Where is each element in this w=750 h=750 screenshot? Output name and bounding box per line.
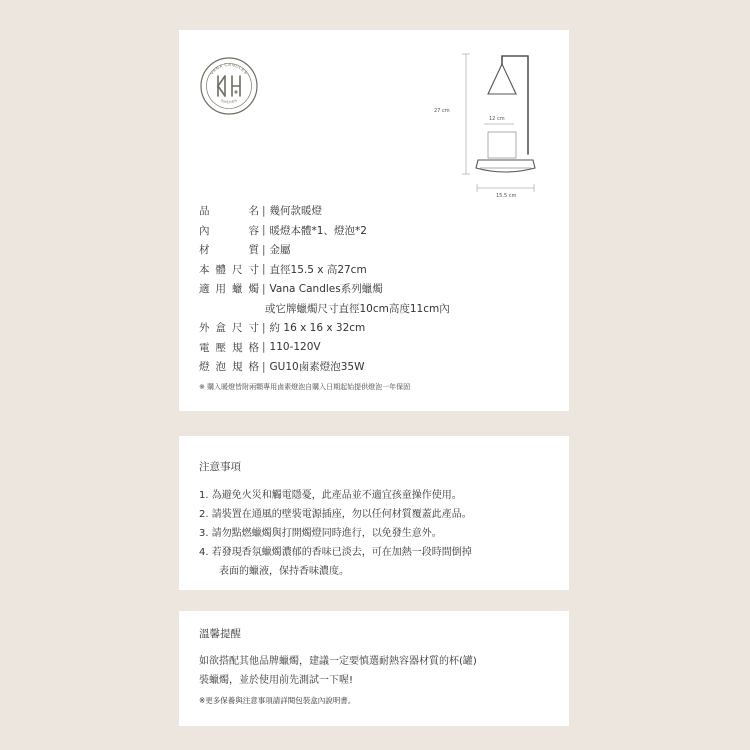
spec-value: 幾何款暖燈 bbox=[269, 205, 323, 218]
spec-label: 燈 泡 規 格 bbox=[199, 361, 259, 374]
height-dimension-label: 27 cm bbox=[434, 108, 450, 114]
tips-title: 溫馨提醒 bbox=[199, 628, 241, 640]
spec-row-material bbox=[199, 240, 559, 260]
spec-value: 暖燈本體*1、燈泡*2 bbox=[269, 224, 367, 237]
spec-separator: | bbox=[262, 263, 266, 276]
tips-note: ※更多保養與注意事項請詳閱包裝盒內說明書。 bbox=[199, 696, 356, 705]
spec-label: 本 體 尺 寸 bbox=[199, 263, 259, 276]
base-dimension-label: 15.5 cm bbox=[496, 193, 517, 199]
spec-separator: | bbox=[262, 224, 266, 237]
notice-title: 注意事項 bbox=[199, 461, 241, 473]
spec-value: Vana Candles系列蠟燭 bbox=[269, 283, 383, 296]
spec-value: 金屬 bbox=[269, 244, 291, 257]
notice-card bbox=[179, 436, 569, 590]
list-item-continuation: 表面的蠟液，保持香味濃度。 bbox=[219, 566, 349, 577]
brand-logo-icon bbox=[199, 56, 259, 116]
list-item: 3. 請勿點燃蠟燭與打開燭燈同時進行，以免發生意外。 bbox=[199, 528, 442, 539]
spec-note: ※ 購入暖燈皆附兩顆專用鹵素燈泡自購入日期起始提供燈泡一年保固 bbox=[199, 382, 411, 391]
spec-card bbox=[179, 30, 569, 411]
spec-separator: | bbox=[262, 204, 266, 217]
spec-row-bulb bbox=[199, 357, 559, 377]
spec-separator: | bbox=[262, 282, 266, 295]
tips-card bbox=[179, 611, 569, 726]
tips-line: 裝蠟燭，並於使用前先測試一下喔! bbox=[199, 675, 354, 686]
lamp-diagram bbox=[434, 50, 564, 202]
spec-row-voltage bbox=[199, 338, 559, 358]
spec-separator: | bbox=[262, 341, 266, 354]
spec-value: 直徑15.5 x 高27cm bbox=[269, 263, 367, 276]
svg-text:VANA CANDLES: VANA CANDLES bbox=[209, 61, 249, 76]
brand-logo bbox=[199, 56, 259, 116]
spec-label: 電 壓 規 格 bbox=[199, 341, 259, 354]
spec-row-candle-continuation bbox=[199, 299, 559, 319]
list-item: 4. 若發現香氛蠟燭濃郁的香味已淡去，可在加熱一段時間倒掉 bbox=[199, 547, 472, 558]
spec-value: GU10鹵素燈泡35W bbox=[269, 361, 365, 374]
svg-text:SWEDEN: SWEDEN bbox=[219, 98, 239, 105]
spec-list bbox=[199, 201, 559, 394]
spec-row-candle bbox=[199, 279, 559, 299]
spec-label: 材 質 bbox=[199, 244, 259, 257]
spec-separator: | bbox=[262, 243, 266, 256]
spec-row-contents bbox=[199, 221, 559, 241]
spec-row-name bbox=[199, 201, 559, 221]
spec-value: 約 16 x 16 x 32cm bbox=[269, 322, 366, 335]
list-item: 1. 為避免火災和觸電隱憂，此產品並不適宜孩童操作使用。 bbox=[199, 490, 462, 501]
spec-label: 外 盒 尺 寸 bbox=[199, 322, 259, 335]
tips-body bbox=[199, 652, 559, 690]
spec-value: 或它牌蠟燭尺寸直徑10cm高度11cm內 bbox=[265, 302, 450, 315]
shade-dimension-label: 12 cm bbox=[489, 116, 505, 122]
spec-row-box-size bbox=[199, 318, 559, 338]
spec-separator: | bbox=[262, 321, 266, 334]
list-item: 2. 請裝置在通風的壁裝電源插座，勿以任何材質覆蓋此產品。 bbox=[199, 509, 472, 520]
spec-separator: | bbox=[262, 360, 266, 373]
tips-line: 如欲搭配其他品牌蠟燭，建議一定要慎選耐熱容器材質的杯(罐) bbox=[199, 656, 477, 667]
spec-label: 品 名 bbox=[199, 205, 259, 218]
spec-label: 適 用 蠟 燭 bbox=[199, 283, 259, 296]
spec-value: 110-120V bbox=[269, 341, 321, 354]
spec-row-body-size bbox=[199, 260, 559, 280]
notice-list bbox=[199, 486, 559, 581]
lamp-diagram-icon bbox=[444, 50, 564, 202]
spec-label: 內 容 bbox=[199, 224, 259, 237]
